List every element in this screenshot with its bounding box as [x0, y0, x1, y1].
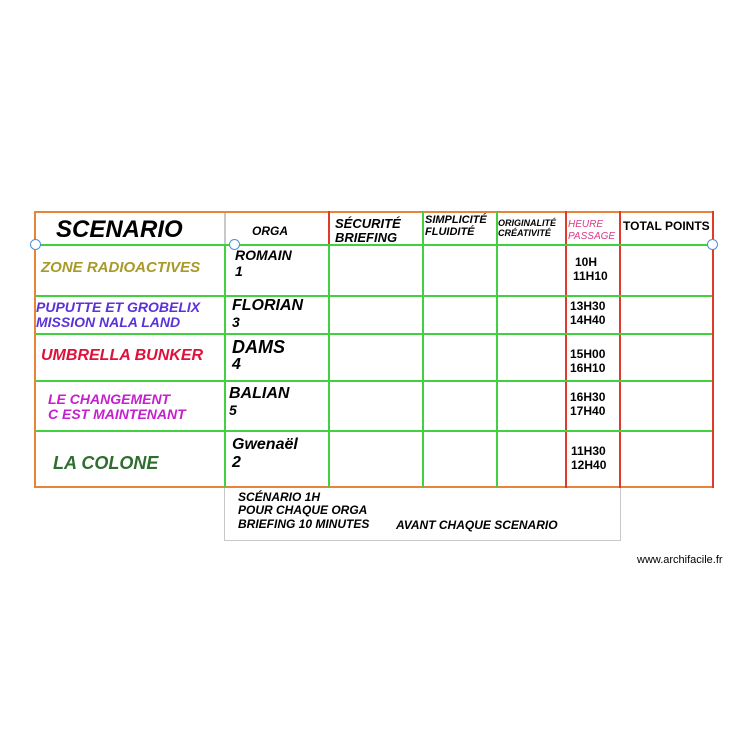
- row-2-orga-number: 3: [232, 314, 240, 330]
- table-top-border: [34, 211, 714, 213]
- row-5-time-start: 11H30: [571, 444, 606, 458]
- row-3-time-end: 16H10: [570, 361, 606, 375]
- header-creativite: CRÉATIVITÉ: [498, 228, 551, 238]
- header-total-points: TOTAL POINTS: [623, 219, 710, 233]
- row-4-orga-number: 5: [229, 402, 237, 418]
- row-4-orga-name: BALIAN: [229, 385, 290, 402]
- row-2-time-end: 14H40: [570, 313, 606, 327]
- header-briefing: BRIEFING: [335, 230, 398, 245]
- row-4-time-end: 17H40: [570, 404, 606, 418]
- table-left-border: [34, 211, 36, 488]
- note-box-left: [224, 488, 225, 541]
- row-divider-1: [36, 295, 712, 297]
- note-line-2: POUR CHAQUE ORGA: [238, 503, 368, 517]
- row-divider-4: [36, 430, 712, 432]
- row-5-time-end: 12H40: [571, 458, 607, 472]
- row-2-scenario-line-2: MISSION NALA LAND: [36, 314, 181, 330]
- row-2-orga-name: FLORIAN: [232, 297, 304, 314]
- col-divider-orga: [224, 245, 226, 487]
- note-line-1: SCÉNARIO 1H: [238, 490, 321, 504]
- row-4-time-start: 16H30: [570, 390, 606, 404]
- header-fluidite: FLUIDITÉ: [425, 226, 475, 238]
- table-right-border: [712, 211, 714, 488]
- note-line-3b: AVANT CHAQUE SCENARIO: [396, 518, 558, 532]
- row-1-time-end: 11H10: [573, 269, 608, 283]
- row-1-scenario: ZONE RADIOACTIVES: [41, 259, 201, 276]
- row-2-time-start: 13H30: [570, 299, 606, 313]
- row-5-orga-number: 2: [232, 454, 241, 471]
- row-1-time-start: 10H: [575, 255, 598, 269]
- heure-right-divider: [619, 211, 621, 488]
- note-box-right: [620, 488, 621, 541]
- orga-left-divider: [224, 213, 226, 245]
- row-3-orga-name: DAMS: [232, 337, 285, 357]
- col-divider-simplicite: [422, 211, 424, 487]
- row-1-orga-name: ROMAIN: [235, 247, 292, 263]
- header-securite: SÉCURITÉ: [335, 216, 401, 231]
- note-box-bottom: [224, 540, 621, 541]
- col-divider-originalite: [496, 211, 498, 487]
- row-3-scenario: UMBRELLA BUNKER: [41, 347, 204, 364]
- selection-handle-right[interactable]: [707, 239, 718, 250]
- row-3-orga-number: 4: [232, 356, 241, 373]
- table-bottom-border: [34, 486, 714, 488]
- row-5-scenario: LA COLONE: [53, 453, 159, 473]
- selection-handle-left[interactable]: [30, 239, 41, 250]
- row-4-scenario-line-1: LE CHANGEMENT: [48, 391, 171, 407]
- row-5-orga-name: Gwenaël: [232, 436, 298, 453]
- row-4-scenario-line-2: C EST MAINTENANT: [48, 406, 186, 422]
- header-heure: HEURE: [568, 219, 604, 230]
- orga-right-divider: [328, 211, 330, 245]
- col-divider-securite: [328, 245, 330, 487]
- heure-left-divider: [565, 211, 567, 488]
- header-originalite: ORIGINALITÉ: [498, 218, 556, 228]
- row-divider-2: [36, 333, 712, 335]
- header-passage: PASSAGE: [568, 231, 616, 242]
- row-divider-3: [36, 380, 712, 382]
- header-orga: ORGA: [252, 224, 288, 238]
- row-3-time-start: 15H00: [570, 347, 606, 361]
- note-line-3a: BRIEFING 10 MINUTES: [238, 517, 370, 531]
- row-1-orga-number: 1: [235, 263, 243, 279]
- header-simplicite: SIMPLICITÉ: [425, 214, 487, 226]
- row-2-scenario-line-1: PUPUTTE ET GROBELIX: [36, 299, 201, 315]
- header-scenario: SCENARIO: [56, 216, 183, 243]
- watermark: www.archifacile.fr: [637, 554, 723, 566]
